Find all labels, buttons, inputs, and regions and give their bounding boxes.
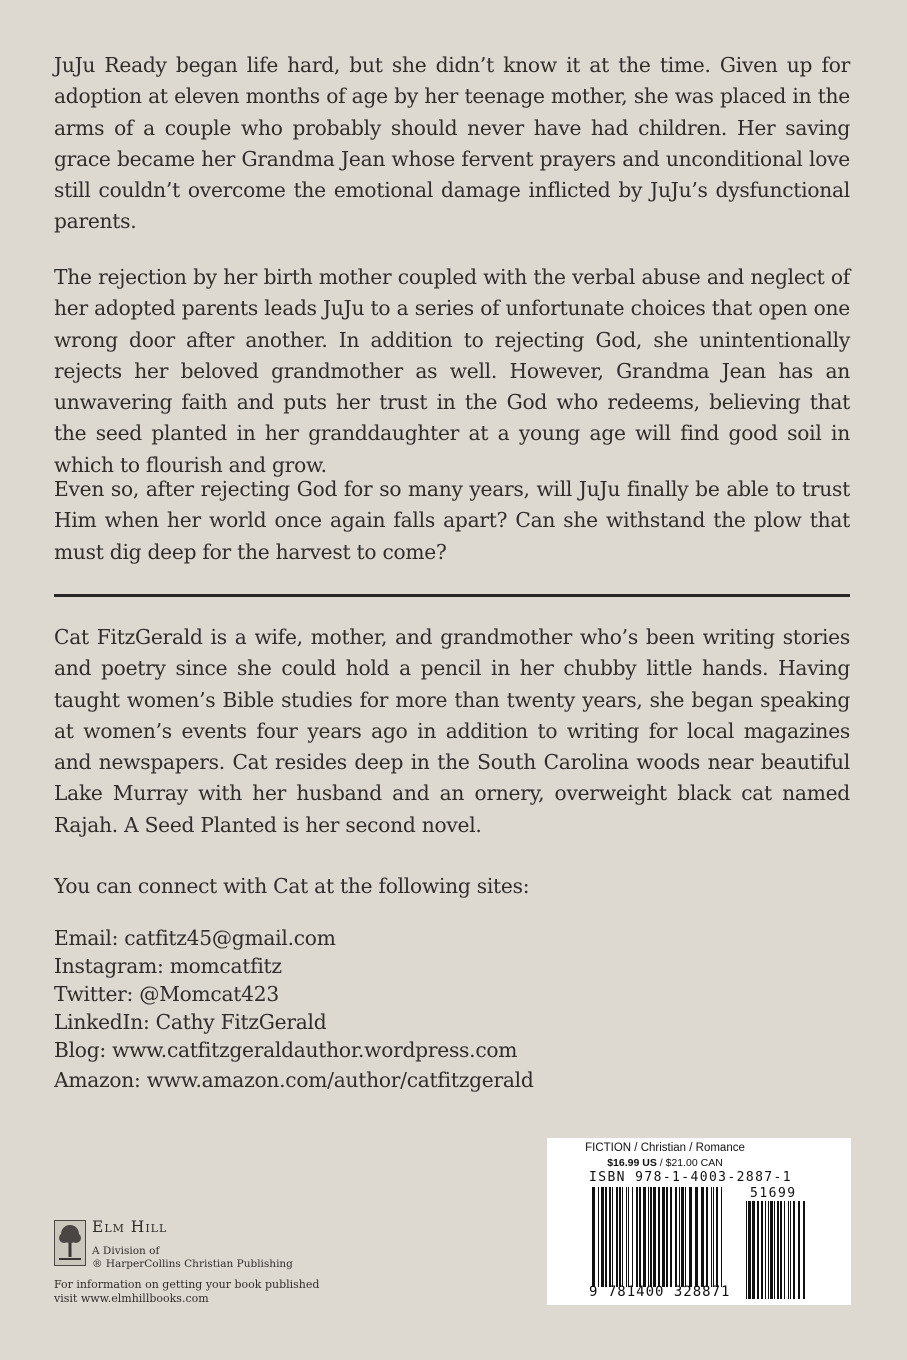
barcode-bar xyxy=(643,1187,646,1287)
barcode-bar xyxy=(768,1201,769,1299)
barcode-bar xyxy=(628,1187,629,1287)
price-addon-barcode-icon xyxy=(746,1201,809,1299)
barcode-bar xyxy=(648,1187,649,1287)
publisher-info-line1: For information on getting your book published xyxy=(54,1278,320,1291)
publisher-info-line2: visit www.elmhillbooks.com xyxy=(54,1292,209,1305)
barcode-bar xyxy=(666,1187,668,1287)
barcode-bar xyxy=(711,1187,712,1287)
barcode-bar xyxy=(752,1201,755,1299)
barcode-bar xyxy=(798,1201,800,1299)
barcode-bar xyxy=(685,1187,686,1287)
blurb-paragraph-3: Even so, after rejecting God for so many years, will JuJu finally be able to trust Him when her world once again falls apart? Can she withstand the plow that must dig deep for the harvest to come? xyxy=(54,477,850,564)
publisher-logo-icon xyxy=(54,1220,86,1266)
barcode-bar xyxy=(793,1201,795,1299)
barcode-bar xyxy=(803,1201,805,1299)
barcode-bar xyxy=(592,1187,595,1287)
barcode-bar xyxy=(675,1187,677,1287)
barcode-bar xyxy=(765,1201,766,1299)
publisher-name: Elm Hill xyxy=(92,1218,168,1236)
price-can: / $21.00 CAN xyxy=(656,1157,723,1169)
section-divider xyxy=(54,594,850,597)
barcode-bar xyxy=(650,1187,652,1287)
isbn-text: ISBN 978-1-4003-2887-1 xyxy=(589,1170,792,1185)
barcode-bar xyxy=(601,1187,604,1287)
barcode-bar xyxy=(609,1187,611,1287)
barcode-bar xyxy=(622,1187,623,1287)
barcode-bar xyxy=(653,1187,656,1287)
contact-linkedin: LinkedIn: Cathy FitzGerald xyxy=(54,1010,327,1034)
price-addon-number: 51699 xyxy=(750,1186,797,1201)
barcode-bar xyxy=(713,1187,714,1287)
blurb-paragraph-2: The rejection by her birth mother coupled with the verbal abuse and neglect of her adopted parents leads JuJu to a series of unfortunate choices that open one wrong door after another. In addition to rejecting God, she unintentionally rejects her beloved grandmother as well. However, Grandma Jean has an unwavering faith and puts her trust in the God who redeems, believing that the seed planted in her granddaughter at a young age will find good soil in which to flourish and grow. xyxy=(54,265,850,477)
barcode-bar xyxy=(701,1187,704,1287)
book-category: FICTION / Christian / Romance xyxy=(585,1142,745,1154)
publisher-division-line2: ® HarperCollins Christian Publishing xyxy=(92,1258,293,1270)
barcode-bar xyxy=(662,1187,665,1287)
barcode-bar xyxy=(626,1187,627,1287)
barcode-box xyxy=(547,1138,851,1305)
barcode-bar xyxy=(748,1201,751,1299)
contact-instagram: Instagram: momcatfitz xyxy=(54,954,282,978)
barcode-bar xyxy=(757,1201,759,1299)
ean-barcode-icon xyxy=(592,1187,725,1287)
barcode-bar xyxy=(681,1187,684,1287)
barcode-bar xyxy=(689,1187,692,1287)
barcode-bar xyxy=(636,1187,638,1287)
publisher-division-line1: A Division of xyxy=(92,1245,160,1257)
barcode-bar xyxy=(706,1187,708,1287)
barcode-bar xyxy=(619,1187,621,1287)
contact-twitter: Twitter: @Momcat423 xyxy=(54,982,279,1006)
barcode-bar xyxy=(670,1187,672,1287)
barcode-bar xyxy=(605,1187,607,1287)
barcode-bar xyxy=(746,1201,747,1299)
barcode-bar xyxy=(770,1201,773,1299)
barcode-bar xyxy=(761,1201,763,1299)
barcode-bar xyxy=(616,1187,618,1287)
connect-intro: You can connect with Cat at the following sites: xyxy=(54,874,530,898)
barcode-bar xyxy=(777,1201,779,1299)
price-us: $16.99 US xyxy=(607,1157,657,1169)
barcode-bar xyxy=(788,1201,789,1299)
barcode-bar xyxy=(716,1187,718,1287)
barcode-bar xyxy=(679,1187,680,1287)
barcode-bar xyxy=(632,1187,633,1287)
author-bio: Cat FitzGerald is a wife, mother, and grandmother who’s been writing stories and poetry since she could hold a pencil in her chubby little hands. Having taught women’s Bible studies for more than twenty years, she began speaking at women’s events four years ago in addition to writing for local magazines and newspapers. Cat resides deep in the South Carolina woods near beautiful Lake Murray with her husband and an ornery, overweight black cat named Rajah. A Seed Planted is her second novel. xyxy=(54,625,850,837)
barcode-bar xyxy=(774,1201,775,1299)
barcode-bar xyxy=(784,1201,785,1299)
book-price xyxy=(547,1157,783,1169)
barcode-bar xyxy=(780,1201,782,1299)
barcode-bar xyxy=(639,1187,641,1287)
contact-email: Email: catfitz45@gmail.com xyxy=(54,926,336,950)
blurb-paragraph-1: JuJu Ready began life hard, but she didn’t know it at the time. Given up for adoption at eleven months of age by her teenage mother, she was placed in the arms of a couple who probably should never have had children. Her saving grace became her Grandma Jean whose fervent prayers and unconditional love still couldn’t overcome the emotional damage inflicted by JuJu’s dysfunctional parents. xyxy=(54,53,850,234)
barcode-bar xyxy=(598,1187,599,1287)
barcode-bar xyxy=(658,1187,660,1287)
barcode-bar xyxy=(790,1201,791,1299)
barcode-bar xyxy=(721,1187,722,1287)
barcode-bar xyxy=(695,1187,698,1287)
contact-blog: Blog: www.catfitzgeraldauthor.wordpress.com xyxy=(54,1038,518,1062)
barcode-bar xyxy=(612,1187,613,1287)
ean-number: 9 781400 328871 xyxy=(589,1284,731,1300)
contact-amazon: Amazon: www.amazon.com/author/catfitzgerald xyxy=(54,1068,534,1092)
